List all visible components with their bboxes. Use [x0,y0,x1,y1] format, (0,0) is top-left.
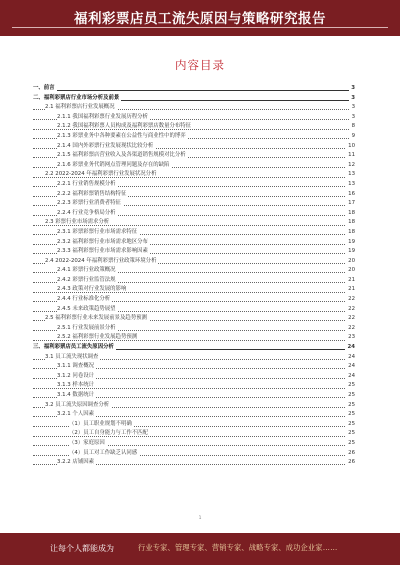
toc-entry-page: 18 [346,209,355,219]
toc-entry-page: 18 [346,228,355,238]
toc-entry[interactable] [33,401,355,411]
toc-entry-text: 2.4.3 政策对行业发展的影响 [57,286,127,293]
toc-entry[interactable] [33,190,355,200]
toc-entry-page: 22 [346,295,355,305]
toc-entry-page: 25 [346,410,355,420]
toc-entry-page: 3 [350,113,355,123]
toc-entry-text: 2.4.5 未来政策趋势展望 [57,305,116,312]
toc-entry-page: 20 [346,266,355,276]
toc-entry-page: 3 [350,103,355,113]
toc-entry-text: 2.5.1 行业发展前景分析 [57,324,116,331]
toc-entry-page: 22 [346,314,355,324]
toc-entry-text: 2.2.3 彩票行业消费者特征 [57,200,121,207]
toc-entry[interactable] [33,381,355,391]
toc-entry-page: 13 [346,170,355,180]
toc-entry[interactable] [33,94,355,104]
toc-entry-page: 21 [346,285,355,295]
toc-entry[interactable] [33,218,355,228]
toc-entry-page: 13 [346,180,355,190]
toc-entry-page: 17 [346,199,355,209]
toc-entry-text: 2.2.2 福利彩票销售结构特征 [57,190,127,197]
toc-entry-text: 2.3.1 彩票彩票行业市场需求特征 [57,228,138,235]
toc-entry[interactable] [33,257,355,267]
toc-entry-page: 25 [346,381,355,391]
toc-entry[interactable] [33,305,355,315]
toc-entry[interactable] [33,314,355,324]
toc-entry-page: 21 [346,276,355,286]
toc-entry[interactable] [33,199,355,209]
toc-entry[interactable] [33,247,355,257]
toc-entry-page: 8 [350,122,355,132]
toc-entry-text: 3.2.2 店铺因素 [57,459,94,466]
toc-entry[interactable] [33,295,355,305]
toc-entry-text: 3.1.4 数据统计 [57,392,94,398]
toc-entry-page: 22 [346,305,355,315]
toc-entry-page: 24 [346,372,355,382]
toc-entry-text: 2.1.4 国内外彩票行业发展现状比较分析 [57,142,154,149]
toc-entry-text: （3）家庭原因 [69,439,105,446]
toc-entry-page: 24 [346,362,355,372]
page-header [0,0,400,36]
toc-entry-text: （1）员工职业规划不明确 [69,420,132,427]
toc-entry-text: 3.1 员工流失现状调查 [45,353,99,360]
toc-entry[interactable] [33,238,355,248]
toc-entry[interactable] [33,324,355,334]
toc-entry[interactable] [33,285,355,295]
toc-entry-page: 25 [346,420,355,430]
page-footer [0,533,400,565]
toc-entry-text: 2.5.2 福利彩票行业发展趋势预测 [57,334,138,341]
toc-leader-dots [33,90,355,91]
toc-entry-page: 19 [346,247,355,257]
toc-entry-page: 24 [345,343,355,353]
toc-entry-text: 3.2 员工流失原因调查分析 [45,401,110,408]
toc-entry[interactable] [33,209,355,219]
toc-entry-page: 25 [346,429,355,439]
toc-entry-text: 2.3.2 福利彩票行业市场需求地区分布 [57,238,148,245]
toc-entry-page: 22 [346,324,355,334]
toc-entry-text: 2.2.4 行业竞争格局分析 [57,209,116,216]
toc-entry-text: （2）员工自身能力与工作不匹配 [69,430,148,437]
toc-entry-text: 3.1.1 调查概况 [57,363,94,370]
toc-entry[interactable] [33,420,355,430]
toc-entry[interactable] [33,266,355,276]
toc-entry-page: 25 [346,401,355,411]
footer-slogan: 让每个人都能成为 [50,544,114,553]
toc-entry-page: 12 [346,161,355,171]
toc-entry[interactable] [33,391,355,401]
toc-entry[interactable] [33,122,355,132]
toc-entry-text: 2.3 彩票行业市场需求分析 [45,219,110,226]
toc-entry-text: 2.4.4 行业标准化分析 [57,296,111,303]
toc-entry-text: 二、福利彩票店行业市场分析及前景 [33,94,120,101]
toc-entry-text: 2.2.1 行业销售规模分析 [57,180,116,187]
toc-entry-page: 26 [346,458,355,468]
toc-entry-page: 26 [346,449,355,459]
toc-entry[interactable] [33,103,355,113]
toc-entry[interactable] [33,429,355,439]
toc-entry-text: 2.5 福利彩票行业未来发展前景及趋势预测 [45,315,147,322]
table-of-contents [33,84,355,468]
toc-entry[interactable] [33,458,355,468]
toc-entry[interactable] [33,151,355,161]
toc-entry-page: 23 [346,333,355,343]
toc-entry-text: 3.1.3 样本统计 [57,382,94,389]
toc-entry-text: 2.2 2022-2024 年福利彩票行业发展状况分析 [45,171,157,178]
toc-entry-page: 25 [346,439,355,449]
toc-entry-text: （4）员工对工作缺乏认同感 [69,449,138,456]
toc-entry[interactable] [33,170,355,180]
toc-entry-text: 2.1.2 我国福利彩票人员构成及福利彩票店数量分布特征 [57,123,192,130]
toc-entry-text: 2.4.1 彩票行业政策概况 [57,267,116,274]
toc-entry-text: 2.4 2022-2024 年福利彩票行业政策环境分析 [45,257,157,264]
toc-entry[interactable] [33,228,355,238]
toc-entry-text: 一、前言 [33,85,55,91]
toc-entry-page: 18 [346,218,355,228]
toc-entry-page: 19 [346,238,355,248]
toc-entry-page: 9 [350,132,355,142]
toc-title: 内容目录 [175,58,225,72]
toc-entry[interactable] [33,276,355,286]
toc-entry[interactable] [33,333,355,343]
toc-entry[interactable] [33,161,355,171]
toc-entry[interactable] [33,142,355,152]
toc-entry[interactable] [33,84,355,94]
toc-entry-page: 3 [349,84,355,94]
toc-entry-text: 2.1 福利彩票店行业发展概况 [45,104,115,111]
toc-entry-text: 3.1.2 问卷设计 [57,372,94,379]
toc-entry-text: 2.1.5 福利彩票店营业收入及各渠道销售规模对比分析 [57,152,186,159]
toc-entry-page: 25 [346,391,355,401]
toc-entry[interactable] [33,372,355,382]
toc-entry[interactable] [33,113,355,123]
report-title: 福利彩票店员工流失原因与策略研究报告 [74,11,326,27]
toc-entry[interactable] [33,180,355,190]
toc-entry-text: 2.1.1 我国福利彩票行业发展历程分析 [57,113,148,120]
toc-entry[interactable] [33,132,355,142]
page-number: 1 [198,516,202,521]
toc-entry-page: 10 [346,142,355,152]
footer-roles: 行业专家、管理专家、营销专家、战略专家、成功企业家…… [138,543,338,552]
toc-entry-page: 11 [346,151,355,161]
toc-entry-text: 2.1.3 彩票业务中各种要素在公益性与商业性中的博弈 [57,132,186,139]
toc-entry-page: 3 [349,94,355,104]
toc-entry-text: 2.1.6 彩票业务代销网点管理问题及存在的缺陷 [57,161,170,168]
toc-entry[interactable] [33,362,355,372]
toc-entry[interactable] [33,439,355,449]
toc-entry-page: 16 [346,190,355,200]
toc-entry-page: 24 [346,353,355,363]
toc-entry-page: 20 [346,257,355,267]
toc-entry-text: 2.4.2 彩票行业监管法规 [57,276,116,283]
toc-entry[interactable] [33,353,355,363]
toc-entry-text: 2.3.3 福利彩票行业市场需求影响因素 [57,248,148,255]
toc-entry[interactable] [33,343,355,353]
header-divider [12,27,388,28]
toc-entry-text: 3.2.1 个人因素 [57,411,94,418]
toc-entry-text: 三、福利彩票店员工流失原因分析 [33,344,114,351]
toc-entry[interactable] [33,449,355,459]
toc-entry[interactable] [33,410,355,420]
